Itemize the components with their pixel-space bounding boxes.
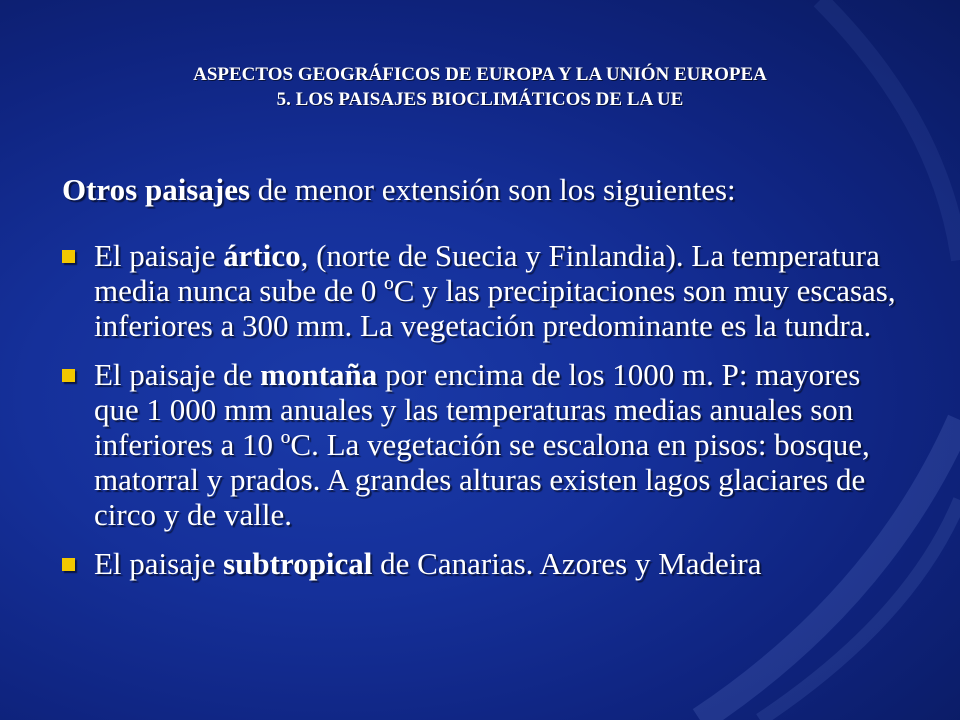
square-bullet-icon	[62, 369, 75, 382]
bullet-item-subtropical	[62, 546, 912, 581]
bullet-text-pre: El paisaje	[94, 546, 224, 581]
header-title: ASPECTOS GEOGRÁFICOS DE EUROPA Y LA UNIÓN EUROPEA	[193, 64, 767, 85]
bullet-text-bold: ártico	[223, 238, 301, 273]
bullet-text-post: por encima de los 1000 m. P: mayores que 1 000 mm anuales y las temperaturas medias anuales son inferiores a 10 ºC. La vegetación se escalona en pisos: bosque, matorral y prados. A grandes alturas existen lagos glaciares de circo y de valle.	[94, 357, 870, 532]
square-bullet-icon	[62, 250, 75, 263]
slide-header	[0, 62, 960, 112]
bullet-text-post: de Canarias. Azores y Madeira	[372, 546, 762, 581]
square-bullet-icon	[62, 558, 75, 571]
bullet-text-pre: El paisaje de	[94, 357, 261, 392]
bullet-item-artico	[62, 238, 912, 343]
bullet-text-bold: subtropical	[223, 546, 373, 581]
bullet-list	[62, 238, 912, 595]
intro-line	[62, 172, 922, 208]
header-subtitle: 5. LOS PAISAJES BIOCLIMÁTICOS DE LA UE	[276, 89, 684, 110]
intro-rest: de menor extensión son los siguientes:	[250, 172, 736, 207]
intro-bold: Otros paisajes	[62, 172, 251, 207]
bullet-text-pre: El paisaje	[94, 238, 224, 273]
bullet-text-bold: montaña	[260, 357, 378, 392]
bullet-item-montana	[62, 357, 912, 532]
bullet-text-post: , (norte de Suecia y Finlandia). La temperatura media nunca sube de 0 ºC y las precipitaciones son muy escasas, inferiores a 300 mm. La vegetación predominante es la tundra.	[94, 238, 896, 343]
